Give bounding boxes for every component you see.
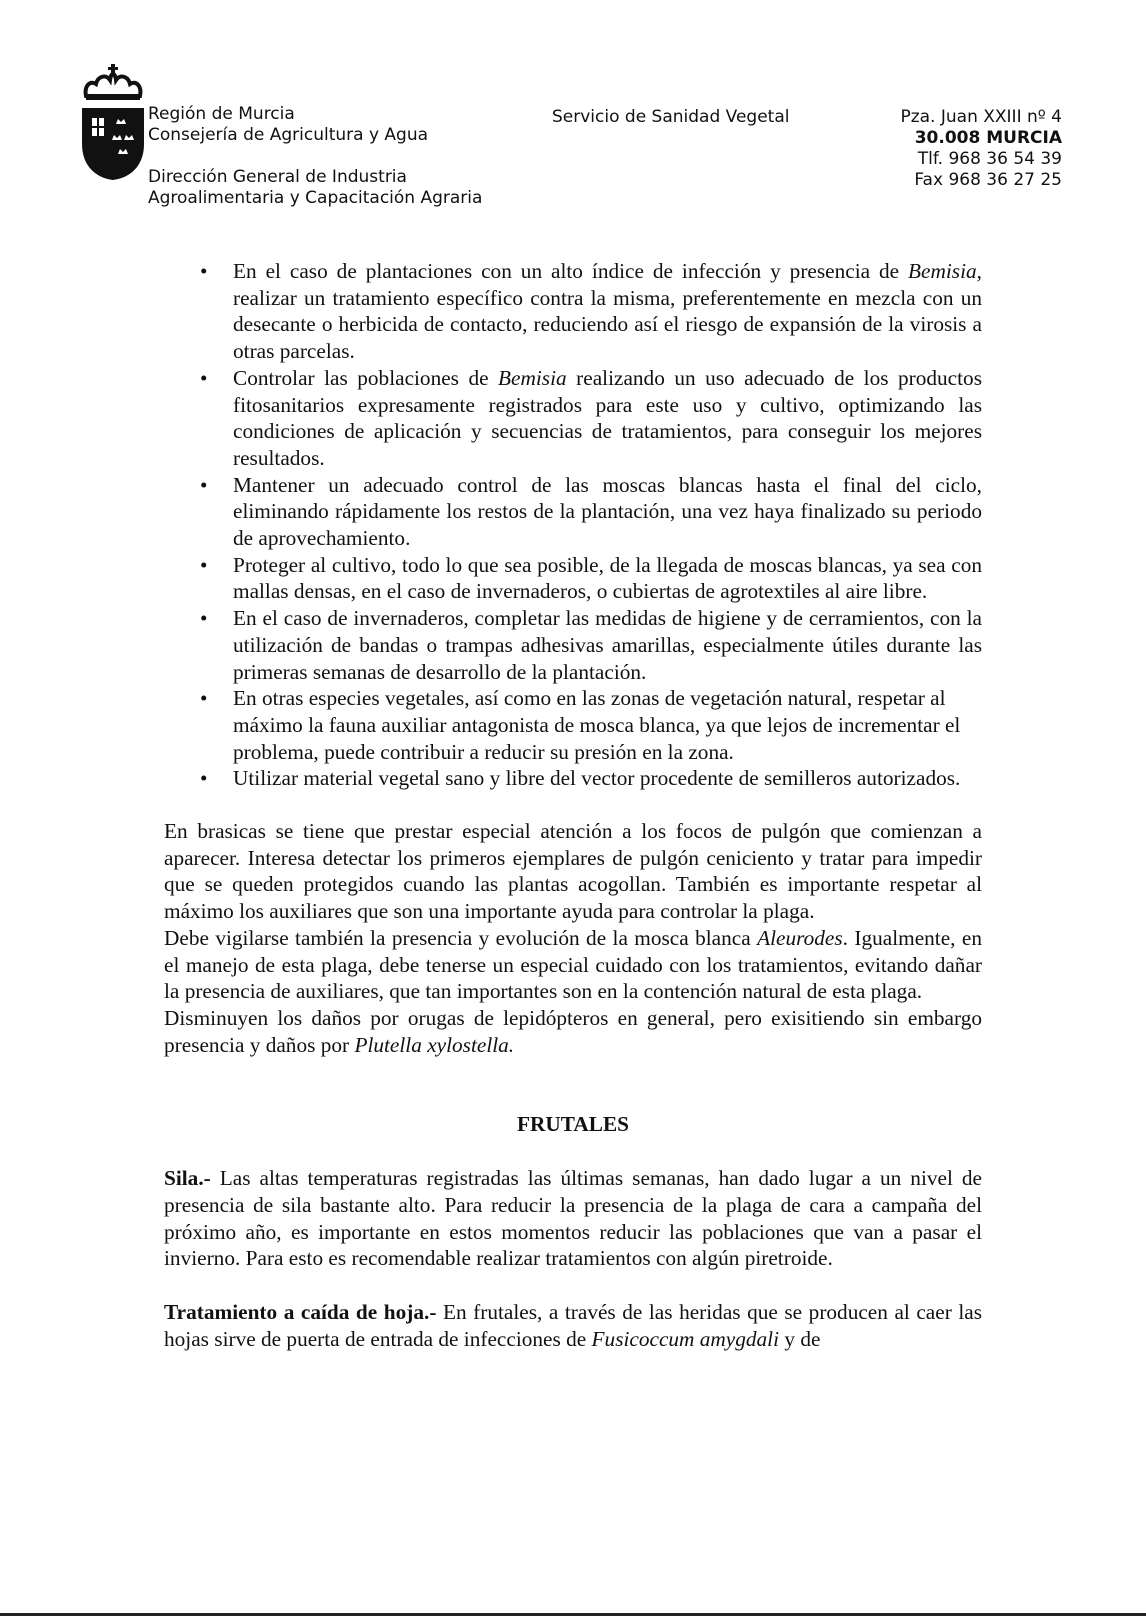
bullet-icon: • xyxy=(200,259,208,283)
list-item: • Utilizar material vegetal sano y libre del vector procedente de semilleros autorizados. xyxy=(200,766,961,791)
address: Pza. Juan XXIII nº 4 xyxy=(900,107,1062,127)
page-bottom-edge xyxy=(0,1613,1146,1616)
org-region: Región de Murcia xyxy=(148,104,295,124)
city: 30.008 MURCIA xyxy=(914,128,1062,148)
document-body xyxy=(164,258,982,1352)
fax: Fax 968 36 27 25 xyxy=(914,170,1062,190)
sila-paragraph: Sila.- Las altas temperaturas registradas las últimas semanas, han dado lugar a un nivel de presencia de sila bastante alto. Para reducir la presencia de la plaga de cara a campaña del próximo año, es importante en estos momentos reducir las poblaciones que van a pasar el invierno. Para esto es recomendable realizar tratamientos con algún piretroide. xyxy=(164,1166,982,1271)
org-directorate: Dirección General de Industria xyxy=(148,167,407,187)
list-item: • Controlar las poblaciones de Bemisia realizando un uso adecuado de los productos fitosanitarios expresamente registrados para este uso y cultivo, optimizando las condiciones de aplicación y secuencias de tratamientos, para conseguir los mejores resultados. xyxy=(200,365,982,470)
brasicas-paragraph-3: Disminuyen los daños por orugas de lepidópteros en general, pero exisitiendo sin embargo presencia y daños por Plutella xylostella. xyxy=(164,1005,982,1057)
header-contact xyxy=(900,107,1062,191)
recommendations-list xyxy=(164,258,982,792)
list-item: • En el caso de plantaciones con un alto índice de infección y presencia de Bemisia, realizar un tratamiento específico contra la misma, preferentemente en mezcla con un desecante o herbicida de contacto, reduciendo así el riesgo de expansión de la virosis a otras parcelas. xyxy=(200,259,982,364)
caida-hoja-paragraph: Tratamiento a caída de hoja.- En frutales, a través de las heridas que se producen al caer las hojas sirve de puerta de entrada de infecciones de Fusicoccum amygdali y de xyxy=(164,1299,982,1351)
brasicas-paragraph-2: Debe vigilarse también la presencia y evolución de la mosca blanca Aleurodes. Igualmente, en el manejo de esta plaga, debe tenerse un especial cuidado con los tratamientos, evitando dañar la presencia de auxiliares, que tan importantes son en la contención natural de esta plaga. xyxy=(164,925,982,1004)
bullet-icon: • xyxy=(200,606,208,631)
list-item: • En el caso de invernaderos, completar las medidas de higiene y de cerramientos, con la utilización de bandas o trampas adhesivas amarillas, especialmente útiles durante las primeras semanas de desarrollo de la plantación. xyxy=(200,606,982,684)
bullet-icon: • xyxy=(200,686,208,711)
bullet-icon: • xyxy=(200,552,208,577)
org-department: Consejería de Agricultura y Agua xyxy=(148,125,429,145)
bullet-icon: • xyxy=(200,766,208,791)
header-organization xyxy=(148,104,482,209)
bullet-icon: • xyxy=(200,365,208,390)
org-directorate-cont: Agroalimentaria y Capacitación Agraria xyxy=(148,188,483,208)
section-title-frutales: FRUTALES xyxy=(516,1112,630,1137)
list-item: • Mantener un adecuado control de las moscas blancas hasta el final del ciclo, eliminando rápidamente los restos de la plantación, una vez haya finalizado su periodo de aprovechamiento. xyxy=(200,472,982,551)
brasicas-paragraph-1: En brasicas se tiene que prestar especial atención a los focos de pulgón que comienzan a aparecer. Interesa detectar los primeros ejemplares de pulgón ceniciento y tratar para impedir que se queden protegidos cuando las plantas acogollan. También es importante respetar al máximo los auxiliares que son una importante ayuda para controlar la plaga. xyxy=(164,819,982,924)
region-coat-of-arms-logo xyxy=(80,62,146,186)
bullet-icon: • xyxy=(200,472,208,497)
header-service: Servicio de Sanidad Vegetal xyxy=(552,107,790,127)
phone: Tlf. 968 36 54 39 xyxy=(917,149,1062,169)
list-item: • En otras especies vegetales, así como en las zonas de vegetación natural, respetar al máximo la fauna auxiliar antagonista de mosca blanca, ya que lejos de incrementar el problema, puede contribuir a reducir su presión en la zona. xyxy=(200,686,961,764)
list-item: • Proteger al cultivo, todo lo que sea posible, de la llegada de moscas blancas, ya sea con mallas densas, en el caso de invernaderos, o cubiertas de agrotextiles al aire libre. xyxy=(200,552,982,604)
